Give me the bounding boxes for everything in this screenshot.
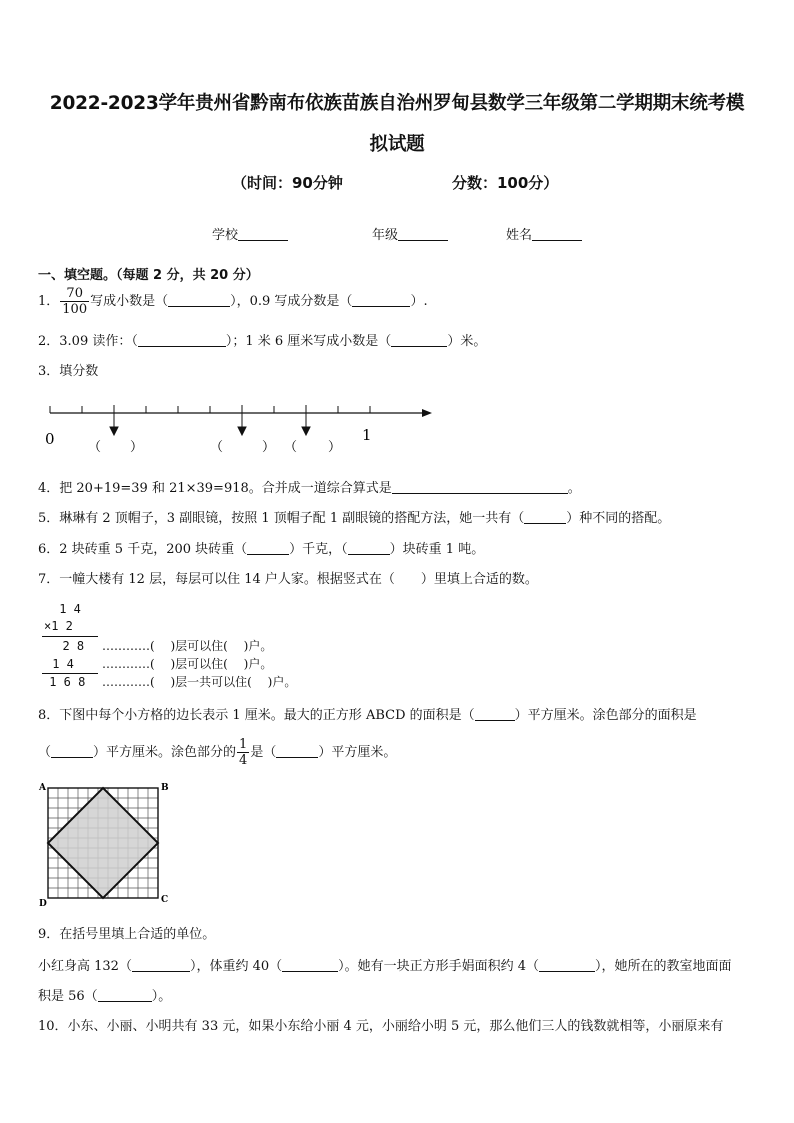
q2-text-b: ）；1 米 6 厘米写成小数是（: [225, 334, 392, 349]
vm-row-1: 1 4: [52, 602, 81, 616]
name-label: 姓名: [506, 228, 533, 243]
q6-blank-2[interactable]: [348, 541, 390, 555]
q1-text-b: ），0.9 写成分数是（: [230, 294, 353, 309]
question-7: 7．一幢大楼有 12 层，每层可以住 14 户人家。根据竖式在（ ）里填上合适的数。: [38, 572, 538, 587]
q6-text-b: ）千克，（: [289, 542, 348, 557]
q1-blank-2[interactable]: [352, 293, 410, 307]
q1-number: 1．: [38, 294, 60, 309]
q4-text-b: 。: [567, 481, 581, 496]
q2-text-c: ）米。: [447, 334, 487, 349]
vm-row-5: 1 6 8: [42, 675, 86, 689]
question-8-line-1: [38, 707, 697, 724]
exam-title-line1: 2022-2023学年贵州省黔南布依族苗族自治州罗甸县数学三年级第二学期期末统考模: [49, 93, 745, 114]
answer-paren-3-open: （: [284, 440, 298, 455]
question-9: 9．在括号里填上合适的单位。: [38, 927, 216, 942]
grade-blank[interactable]: [398, 228, 448, 241]
q9-blank-1[interactable]: [132, 958, 190, 972]
exam-time: （时间：90分钟: [232, 174, 343, 192]
vm-row-2: ×1 2: [44, 619, 73, 633]
number-line-ticks: [50, 406, 370, 413]
label-zero: 0: [45, 430, 55, 448]
number-line: [40, 396, 440, 458]
question-10: 10．小东、小丽、小明共有 33 元，如果小东给小丽 4 元，小丽给小明 5 元，那么他们三人的钱数就相等，小丽原来有: [38, 1019, 724, 1034]
q1-text-a: 写成小数是（: [90, 294, 169, 309]
q9-text-b: ），体重约 40（: [189, 959, 283, 974]
q9-blank-2[interactable]: [282, 958, 338, 972]
answer-paren-3-close: ）: [328, 440, 342, 455]
q5-text-b: ）种不同的搭配。: [566, 511, 671, 526]
vm-line-2: [42, 673, 98, 674]
q6-blank-1[interactable]: [247, 541, 289, 555]
vm-note-1: …………( )层可以住( )户。: [102, 639, 273, 653]
answer-paren-1-open: （: [88, 440, 102, 455]
q1-blank-1[interactable]: [168, 293, 230, 307]
question-9-line-2: [38, 988, 171, 1005]
q9-text-a: 小红身高 132（: [38, 959, 132, 974]
q8-frac-num: 1: [239, 737, 248, 752]
q9-blank-3[interactable]: [539, 958, 595, 972]
q9-text-f: ）。: [151, 989, 172, 1004]
vm-line-1: [42, 636, 98, 637]
school-field[interactable]: [212, 224, 288, 243]
q1-frac-num: 70: [60, 286, 89, 302]
q4-blank[interactable]: [392, 480, 568, 494]
q8-frac-den: 4: [239, 753, 248, 768]
corner-a: A: [39, 783, 46, 793]
question-6: [38, 541, 484, 558]
grade-field[interactable]: [372, 224, 448, 243]
exam-title-line2: 拟试题: [369, 134, 425, 155]
vm-note-2: …………( )层可以住( )户。: [102, 657, 273, 671]
vm-note-3: …………( )层一共可以住( )户。: [102, 675, 297, 689]
question-1: [38, 286, 428, 317]
question-9-line-1: [38, 958, 732, 975]
answer-paren-1-close: ）: [130, 440, 144, 455]
q2-text-a: 2．3.09 读作：（: [38, 334, 138, 349]
q6-text-a: 6．2 块砖重 5 千克，200 块砖重（: [38, 542, 248, 557]
question-5: [38, 510, 670, 527]
corner-d: D: [39, 899, 47, 909]
question-8-line-2: [38, 737, 396, 768]
school-blank[interactable]: [238, 228, 288, 241]
q2-blank-2[interactable]: [391, 333, 447, 347]
vm-row-3: 2 8: [48, 639, 85, 653]
name-blank[interactable]: [532, 228, 582, 241]
q5-text-a: 5．琳琳有 2 顶帽子，3 副眼镜，按照 1 顶帽子配 1 副眼镜的搭配方法，她一共有（: [38, 511, 525, 526]
q8-text-a: 8．下图中每个小方格的边长表示 1 厘米。最大的正方形 ABCD 的面积是（: [38, 708, 475, 723]
q2-blank-1[interactable]: [138, 333, 226, 347]
question-3: 3．填分数: [38, 364, 99, 379]
vertical-multiplication: [42, 602, 342, 692]
q9-text-e: 积是 56（: [38, 989, 98, 1004]
question-4: [38, 480, 581, 497]
q6-text-c: ）块砖重 1 吨。: [389, 542, 485, 557]
q8-text-e: 是（: [250, 745, 277, 760]
number-line-arrowhead: [422, 409, 432, 417]
shaded-inner-square: [48, 788, 158, 898]
q8-blank-2[interactable]: [51, 744, 93, 758]
q1-text-c: ）.: [410, 294, 428, 309]
school-label: 学校: [212, 228, 239, 243]
section-heading: 一、填空题。（每题 2 分，共 20 分）: [38, 268, 259, 283]
q8-text-f: ）平方厘米。: [318, 745, 397, 760]
square-grid-figure: [36, 780, 176, 912]
q4-text-a: 4．把 20+19=39 和 21×39=918。合并成一道综合算式是: [38, 481, 392, 496]
q8-fraction: [237, 737, 249, 768]
q9-blank-4[interactable]: [98, 988, 152, 1002]
q8-text-d: ）平方厘米。涂色部分的: [93, 745, 237, 760]
q1-fraction: [60, 286, 89, 317]
answer-paren-2-open: （: [210, 440, 224, 455]
name-field[interactable]: [506, 224, 582, 243]
q9-text-c: ）。她有一块正方形手娟面积约 4（: [338, 959, 540, 974]
corner-c: C: [161, 895, 169, 905]
q1-frac-den: 100: [62, 302, 88, 317]
q8-blank-1[interactable]: [475, 707, 515, 721]
q5-blank[interactable]: [524, 510, 566, 524]
grade-label: 年级: [372, 228, 399, 243]
q8-text-c: （: [38, 745, 52, 760]
q8-text-b: ）平方厘米。涂色部分的面积是: [514, 708, 697, 723]
vm-row-4: 1 4: [45, 657, 74, 671]
exam-score: 分数：100分）: [452, 174, 559, 192]
label-one: 1: [362, 426, 372, 444]
q9-text-d: ），她所在的教室地面面: [595, 959, 732, 974]
corner-b: B: [161, 783, 169, 793]
answer-paren-2-close: ）: [262, 440, 276, 455]
q8-blank-3[interactable]: [276, 744, 318, 758]
question-2: [38, 333, 486, 350]
